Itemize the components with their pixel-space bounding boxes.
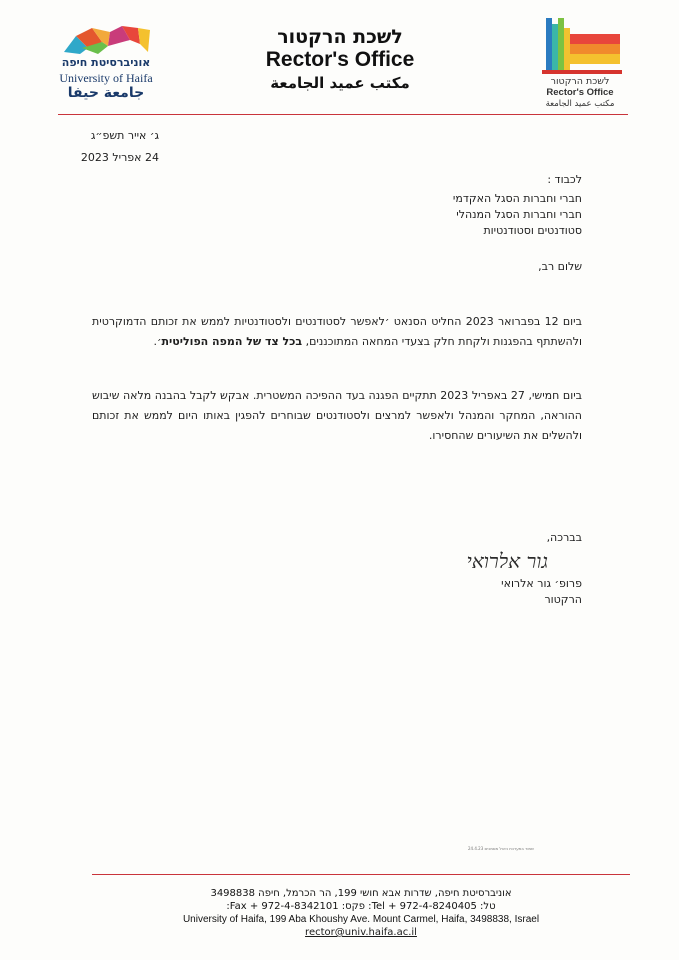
signatory-name: פרופ׳ גור אלרואי <box>501 577 582 590</box>
office-name-arabic: مكتب عميد الجامعة <box>270 74 410 92</box>
rector-office-logo-icon <box>538 14 624 78</box>
body-paragraph-2: ביום חמישי, 27 באפריל 2023 תתקיים הפגנה בעד ההפיכה המשטרית. אבקש לקבל בהבנה מלאה שיבוש ההוראה, המחקר והמנהל ולאפשר למרצים ולסטודנטים שבוחרים להפגין באותו היום לממש את זכותם ולהשלים את השיעורים שהחסירו. <box>92 389 583 442</box>
university-name-arabic: جامعة حيفا <box>67 85 145 101</box>
greeting: שלום רב, <box>538 260 582 273</box>
rector-logo-label-english: Rector's Office <box>546 87 614 98</box>
recipient-line: חברי וחברות הסגל האקדמי <box>452 192 582 205</box>
footer-address-hebrew: אוניברסיטת חיפה, שדרות אבא חושי 199, הר הכרמל, חיפה 3498838 <box>210 888 512 899</box>
date-gregorian: 24 אפריל 2023 <box>80 151 159 164</box>
rector-logo-label-arabic: مكتب عميد الجامعة <box>545 99 615 109</box>
document-reference-note: שמור במערכת ניהול מסמכים 24.4.23 <box>468 846 534 851</box>
header-divider <box>58 114 628 115</box>
footer-email-link[interactable]: rector@univ.haifa.ac.il <box>305 927 417 938</box>
closing-regards: בברכה, <box>546 531 582 544</box>
university-name-hebrew: אוניברסיטת חיפה <box>61 56 151 69</box>
body-paragraph-1 <box>92 312 582 352</box>
letterhead-title <box>230 26 450 94</box>
footer-address-english: University of Haifa, 199 Aba Khoushy Ave. Mount Carmel, Haifa, 3498838, Israel <box>182 914 540 925</box>
office-name-hebrew: לשכת הרקטור <box>277 26 403 48</box>
signature-text: גור אלרואי <box>466 549 548 573</box>
university-name-english: University of Haifa <box>59 71 153 85</box>
footer-divider <box>92 874 630 875</box>
recipient-line: חברי וחברות הסגל המנהלי <box>456 208 582 221</box>
footer-phone-fax: טל: 972-4-8240405 + Tel: פקס: 972-4-8342101 + Fax: <box>226 901 496 912</box>
date-hebrew: ג׳ אייר תשפ״ג <box>90 129 159 142</box>
rector-logo-label-hebrew: לשכת הרקטור <box>550 76 610 87</box>
paragraph-1-end: ׳. <box>153 335 162 348</box>
footer-email-row <box>92 927 630 940</box>
paragraph-1-bold: בכל צד של המפה הפוליטית <box>161 335 303 348</box>
office-name-english: Rector's Office <box>265 48 415 71</box>
salutation: לכבוד : <box>547 173 582 186</box>
recipient-line: סטודנטים וסטודנטיות <box>483 224 582 237</box>
paragraph-1-text: ביום 12 בפברואר 2023 החליט הסנאט ׳לאפשר לסטודנטים ולסטודנטיות לממש את זכותם הדמוקרטית ולהשתתף בהפגנות ולקחת חלק בצעדי המחאה המתוכננים, <box>92 315 582 348</box>
signatory-title: הרקטור <box>544 593 582 606</box>
handwritten-signature-icon <box>462 540 550 578</box>
